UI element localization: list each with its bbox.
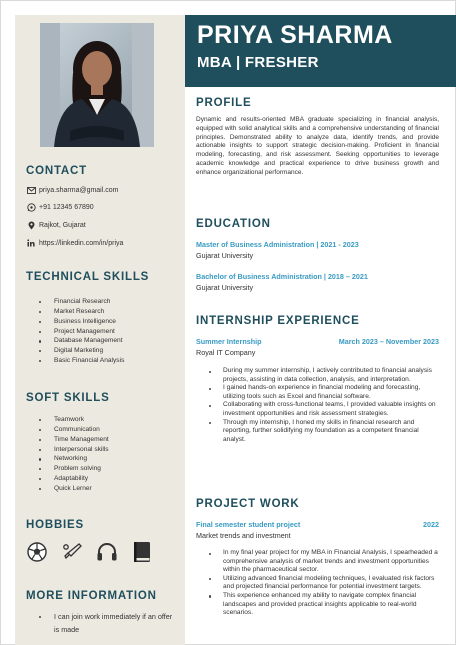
contact-location-text: Rajkot, Gujarat <box>39 221 86 229</box>
candidate-role: MBA | FRESHER <box>197 54 319 71</box>
list-item: Business Intelligence <box>39 317 124 327</box>
project-bullets <box>209 549 441 618</box>
contact-phone-text: +91 12345 67890 <box>39 203 94 211</box>
internship-bullets <box>209 367 441 444</box>
list-item: Adaptability <box>39 474 109 484</box>
technical-skills-list <box>39 297 124 366</box>
list-item: Market Research <box>39 307 124 317</box>
profile-summary: Dynamic and results-oriented MBA graduate specializing in financial analysis, equipped with solid analytical skills and a comprehensive understanding of financial principles. Demonstrated ability to analyze data, identify trends, and provide actionable insights to support strategic decision-making. Proficient in financial modeling, forecasting, and risk assessment. Seeking opportunities to leverage academic knowledge and practical experience to drive business growth and enhance organizational performance. <box>196 116 439 176</box>
cricket-icon <box>61 541 83 563</box>
list-item: Interpersonal skills <box>39 445 109 455</box>
project-subtitle: Market trends and investment <box>196 531 291 540</box>
project-year: 2022 <box>423 520 439 529</box>
list-item: Utilizing advanced financial modeling techniques, I evaluated risk factors and projected financial performance for potential investment targets. <box>209 575 441 592</box>
list-item: Quick Lerner <box>39 484 109 494</box>
list-item: Financial Research <box>39 297 124 307</box>
profile-photo <box>40 23 154 147</box>
education-heading: EDUCATION <box>196 218 271 230</box>
internship-company: Royal IT Company <box>196 348 256 357</box>
list-item: Collaborating with cross-functional teams, I provided valuable insights on investment opportunities and risk assessment strategies. <box>209 401 441 418</box>
more-information-heading: MORE INFORMATION <box>26 590 157 602</box>
education-degree-bachelor: Bachelor of Business Administration | 2018 – 2021 <box>196 272 368 281</box>
book-icon <box>131 541 153 563</box>
list-item: Communication <box>39 425 109 435</box>
internship-role: Summer Internship <box>196 337 262 346</box>
contact-email-text: priya.sharma@gmail.com <box>39 186 119 194</box>
linkedin-icon <box>26 239 36 247</box>
list-item: Time Management <box>39 435 109 445</box>
project-work-heading: PROJECT WORK <box>196 498 300 510</box>
hobbies-icons <box>26 541 153 563</box>
internship-dates: March 2023 – November 2023 <box>338 337 439 346</box>
list-item: Problem solving <box>39 464 109 474</box>
project-title: Final semester student project <box>196 520 301 529</box>
list-item: I gained hands-on experience in financial modeling and forecasting, utilizing tools such as Excel and financial software. <box>209 384 441 401</box>
profile-heading: PROFILE <box>196 97 252 109</box>
technical-skills-heading: TECHNICAL SKILLS <box>26 271 150 283</box>
education-school-master: Gujarat University <box>196 251 254 260</box>
football-icon <box>26 541 48 563</box>
education-degree-master: Master of Business Administration | 2021 - 2023 <box>196 240 359 249</box>
list-item: Networking <box>39 454 109 464</box>
project-title-row <box>196 520 439 529</box>
list-item: Digital Marketing <box>39 346 124 356</box>
list-item: I can join work immediately if an offer is made <box>39 611 179 636</box>
list-item: Database Management <box>39 336 124 346</box>
list-item: During my summer internship, I actively contributed to financial analysis projects, assisting in data collection, analysis, and interpretation. <box>209 367 441 384</box>
email-icon <box>26 186 36 194</box>
internship-title-row <box>196 337 439 346</box>
soft-skills-list <box>39 415 109 494</box>
soft-skills-heading: SOFT SKILLS <box>26 392 110 404</box>
location-icon <box>26 221 36 229</box>
contact-linkedin[interactable] <box>26 239 123 247</box>
whatsapp-icon <box>26 203 36 211</box>
list-item: This experience enhanced my ability to navigate complex financial landscapes and provided practical insights applicable to real-world scenarios. <box>209 592 441 618</box>
contact-email[interactable] <box>26 186 118 194</box>
candidate-name: PRIYA SHARMA <box>197 21 393 49</box>
list-item: Teamwork <box>39 415 109 425</box>
profile-photo-illustration <box>40 23 154 147</box>
internship-heading: INTERNSHIP EXPERIENCE <box>196 315 360 327</box>
more-information-list <box>39 611 179 636</box>
list-item: Through my internship, I honed my skills in financial research and reporting, further solidifying my foundation as a competent financial analyst. <box>209 419 441 445</box>
headphones-icon <box>96 541 118 563</box>
hobbies-heading: HOBBIES <box>26 519 84 531</box>
education-school-bachelor: Gujarat University <box>196 283 254 292</box>
contact-linkedin-text: https://linkedin.com/in/priya <box>39 239 124 247</box>
contact-location <box>26 221 86 229</box>
list-item: Project Management <box>39 327 124 337</box>
list-item: In my final year project for my MBA in Financial Analysis, I spearheaded a comprehensive analysis of market trends and investment opportunities within the pharmaceutical sector. <box>209 549 441 575</box>
list-item: Basic Financial Analysis <box>39 356 124 366</box>
contact-phone[interactable] <box>26 203 94 211</box>
contact-heading: CONTACT <box>26 165 87 177</box>
